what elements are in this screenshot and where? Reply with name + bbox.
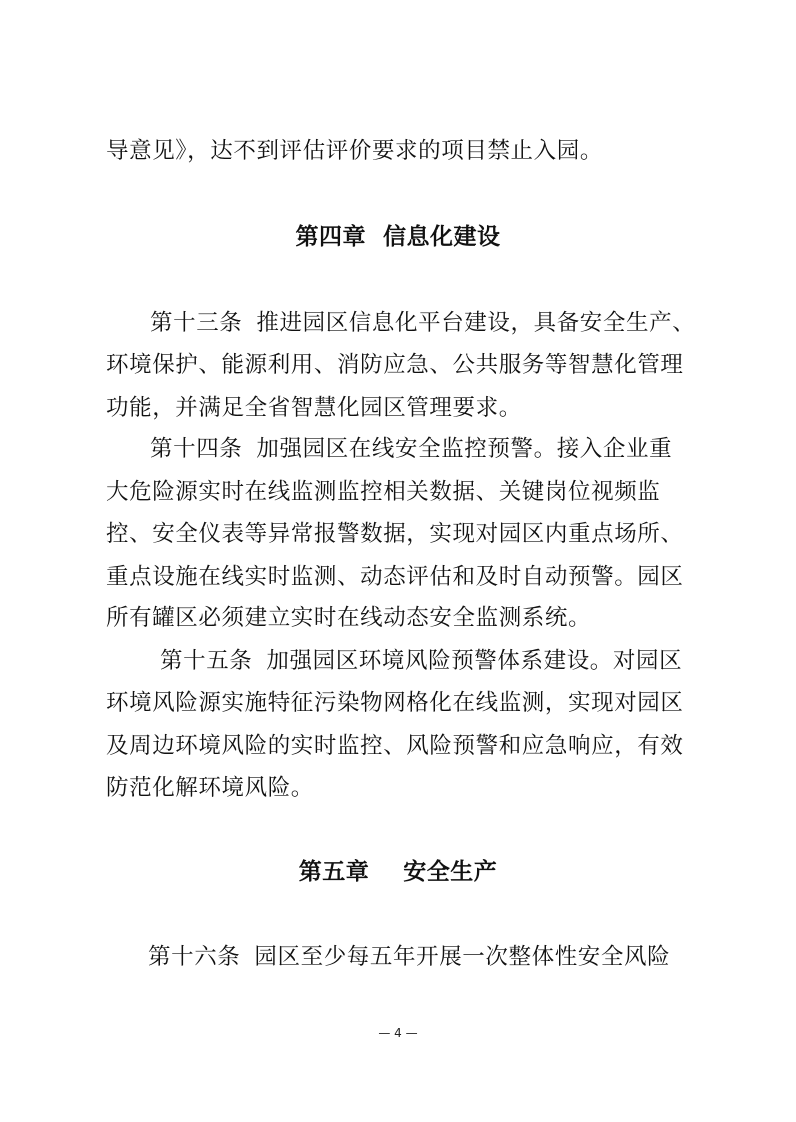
text-line: 大危险源实时在线监测监控相关数据、关键岗位视频监 [106, 479, 661, 505]
article-14-text: 加强园区在线安全监控预警。接入企业重 [256, 436, 673, 462]
article-15-label: 第十五条 [160, 648, 253, 674]
page-number: — 4 — [378, 1026, 418, 1040]
article-15-line [160, 650, 682, 673]
text-line: 功能，并满足全省智慧化园区管理要求。 [106, 395, 522, 421]
article-16-text: 园区至少每五年开展一次整体性安全风险 [254, 944, 671, 970]
article-13-line [150, 312, 695, 335]
article-14-label: 第十四条 [150, 436, 243, 462]
article-13-label: 第十三条 [150, 310, 243, 336]
text-line: 防范化解环境风险。 [106, 775, 314, 801]
chapter-heading-5: 第五章 安全生产 [298, 859, 498, 885]
text-line: 环境风险源实施特征污染物网格化在线监测，实现对园区 [106, 690, 684, 716]
text-line: 重点设施在线实时监测、动态评估和及时自动预警。园区 [106, 564, 684, 590]
text-line: 导意见》，达不到评估评价要求的项目禁止入园。 [106, 138, 603, 164]
text-line: 及周边环境风险的实时监控、风险预警和应急响应，有效 [106, 733, 684, 759]
article-14-line [150, 438, 672, 461]
text-line: 环境保护、能源利用、消防应急、公共服务等智慧化管理 [106, 352, 684, 378]
text-line: 控、安全仪表等异常报警数据，实现对园区内重点场所、 [106, 521, 684, 547]
article-15-text: 加强园区环境风险预警体系建设。对园区 [266, 648, 683, 674]
text-line: 所有罐区必须建立实时在线动态安全监测系统。 [106, 605, 592, 631]
article-13-text: 推进园区信息化平台建设，具备安全生产、 [256, 310, 696, 336]
article-16-label: 第十六条 [148, 944, 241, 970]
article-16-line [148, 946, 670, 969]
chapter-heading-4: 第四章 信息化建设 [295, 224, 501, 250]
